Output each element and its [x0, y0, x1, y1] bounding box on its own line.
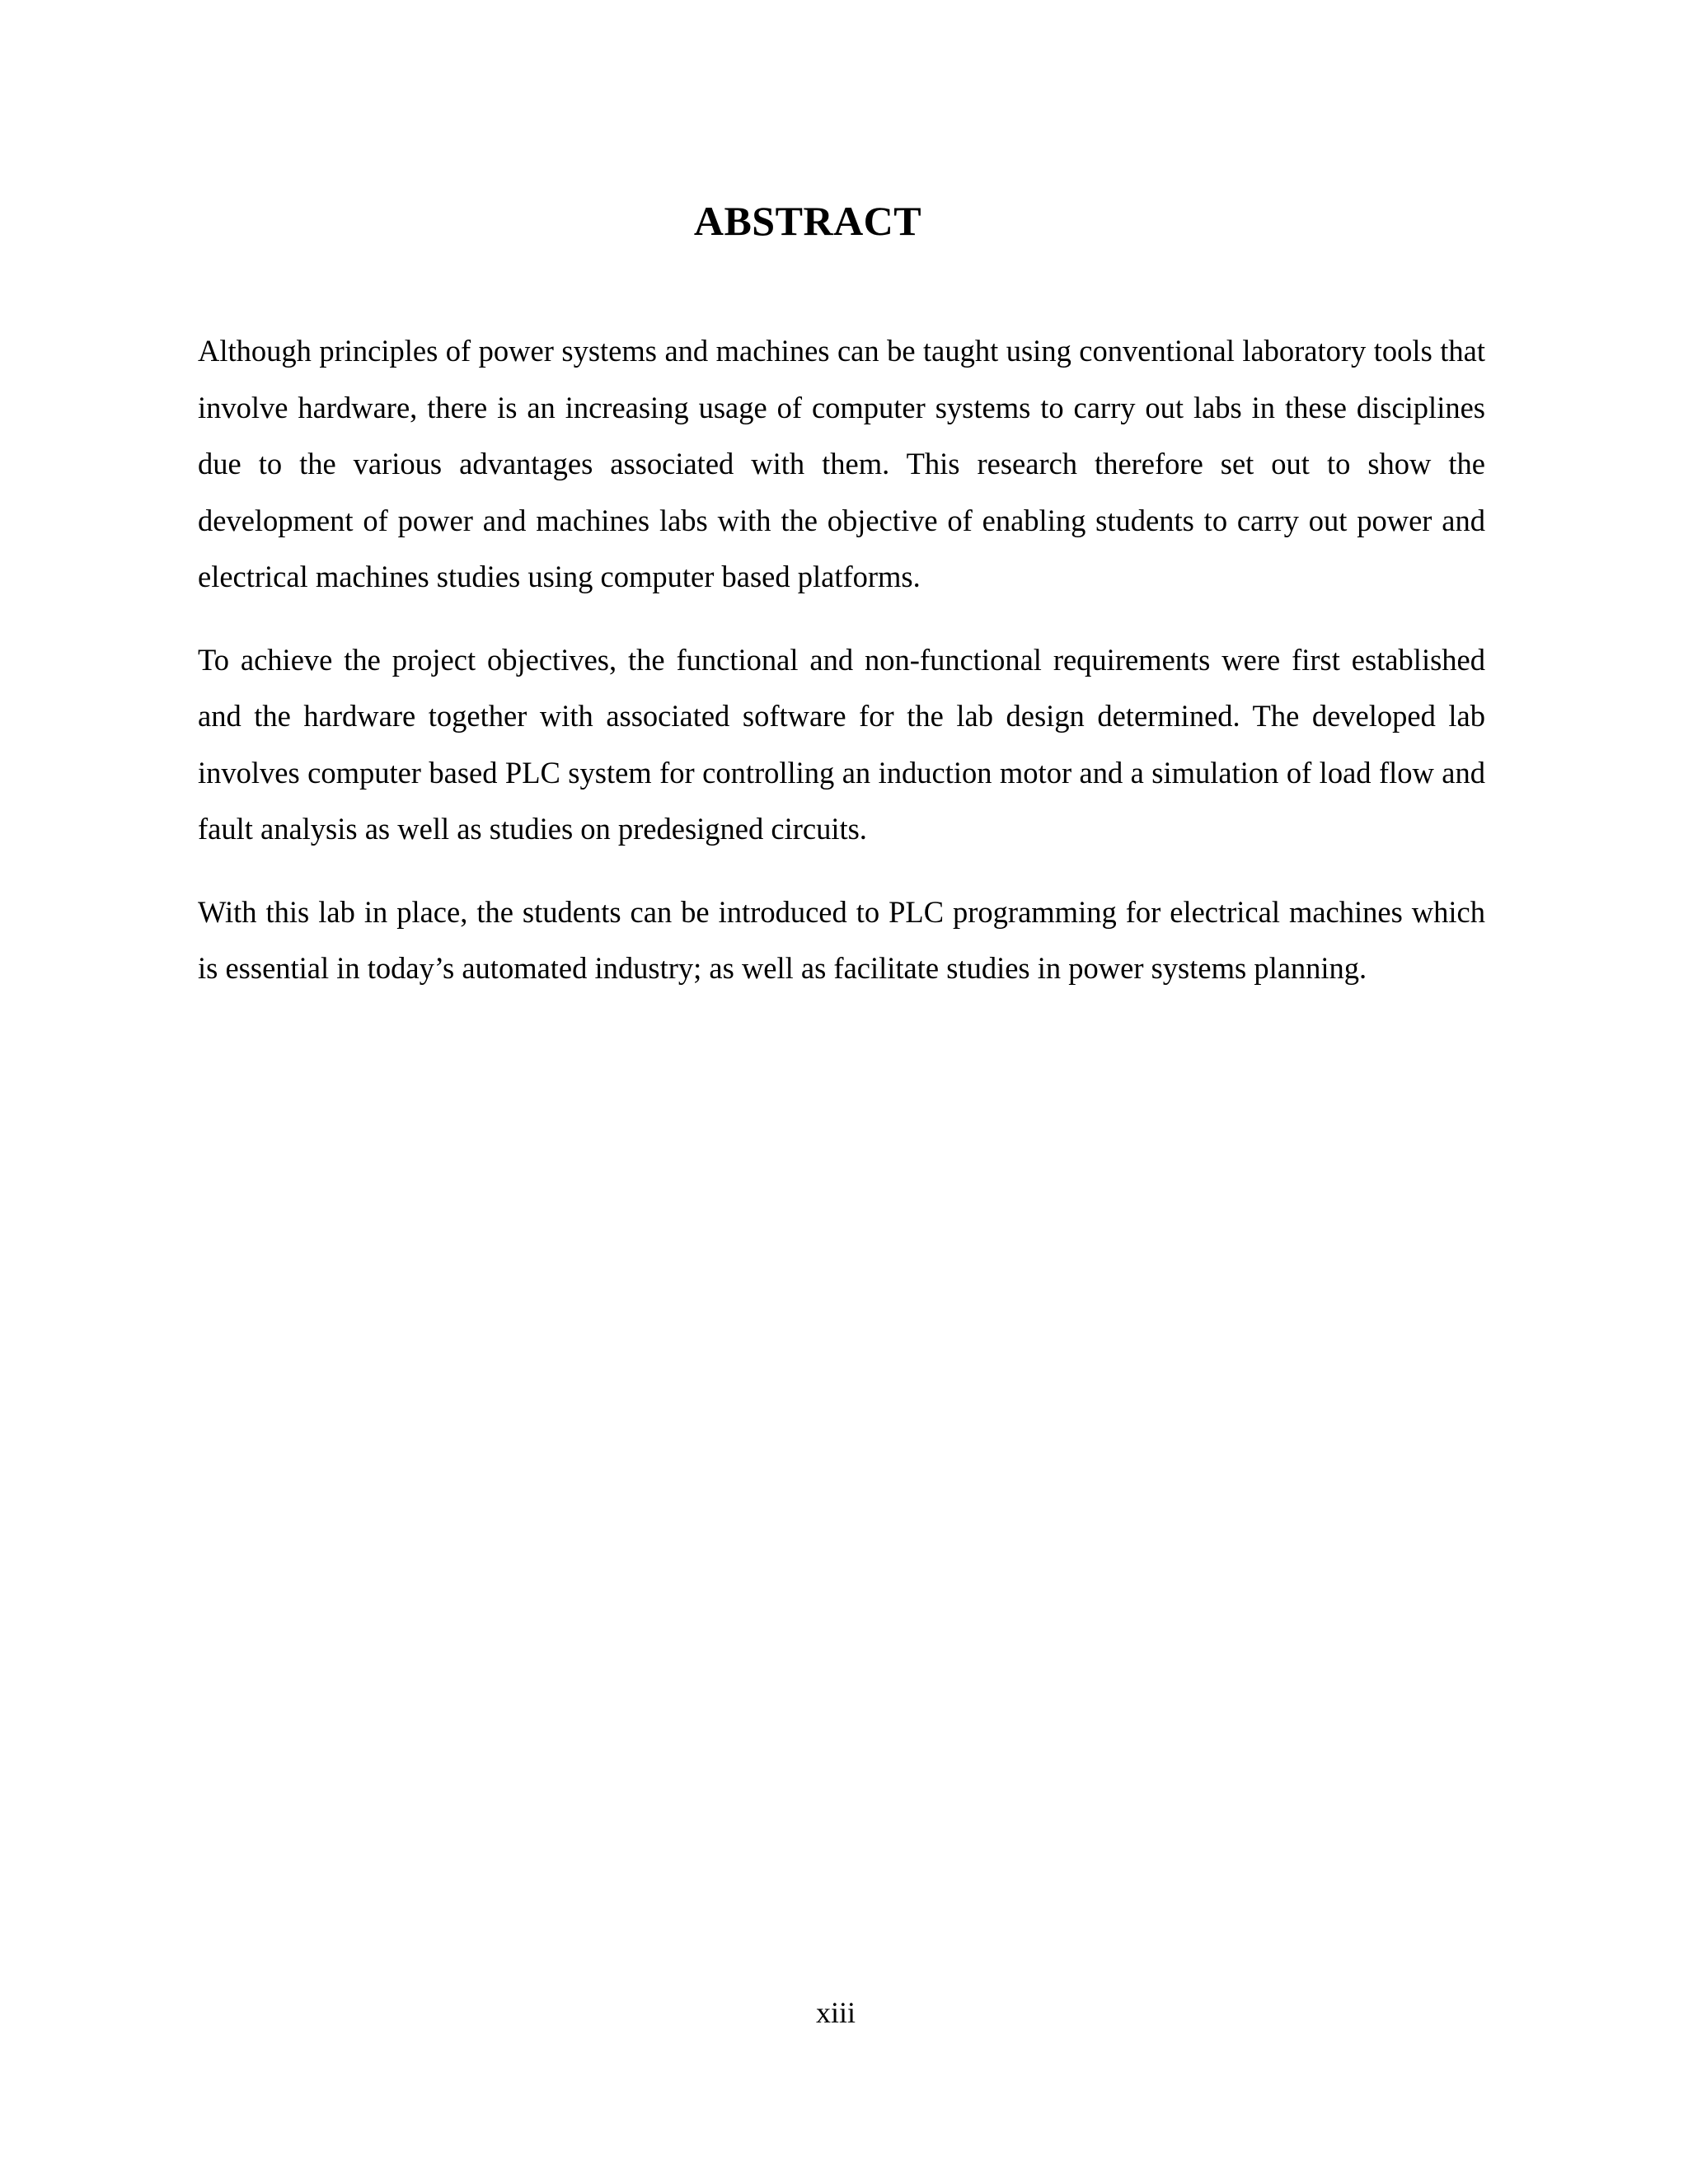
- page-number: xiii: [815, 1996, 856, 2029]
- abstract-body: [198, 323, 1485, 1024]
- page-title: ABSTRACT: [693, 198, 922, 244]
- abstract-paragraph-1: Although principles of power systems and machines can be taught using conventional laboratory tools that involve hardware, there is an increasing usage of computer systems to carry out labs in these disciplines due to the various advantages associated with them. This research therefore set out to show the development of power and machines labs with the objective of enabling students to carry out power and electrical machines studies using computer based platforms.: [198, 334, 1485, 593]
- abstract-paragraph-3: With this lab in place, the students can be introduced to PLC programming for electrical machines which is essential in today’s automated industry; as well as facilitate studies in power systems planning.: [198, 894, 1485, 985]
- abstract-paragraph-2: To achieve the project objectives, the functional and non-functional requirements were first established and the hardware together with associated software for the lab design determined. The developed lab involves computer based PLC system for controlling an induction motor and a simulation of load flow and fault analysis as well as studies on predesigned circuits.: [198, 642, 1485, 846]
